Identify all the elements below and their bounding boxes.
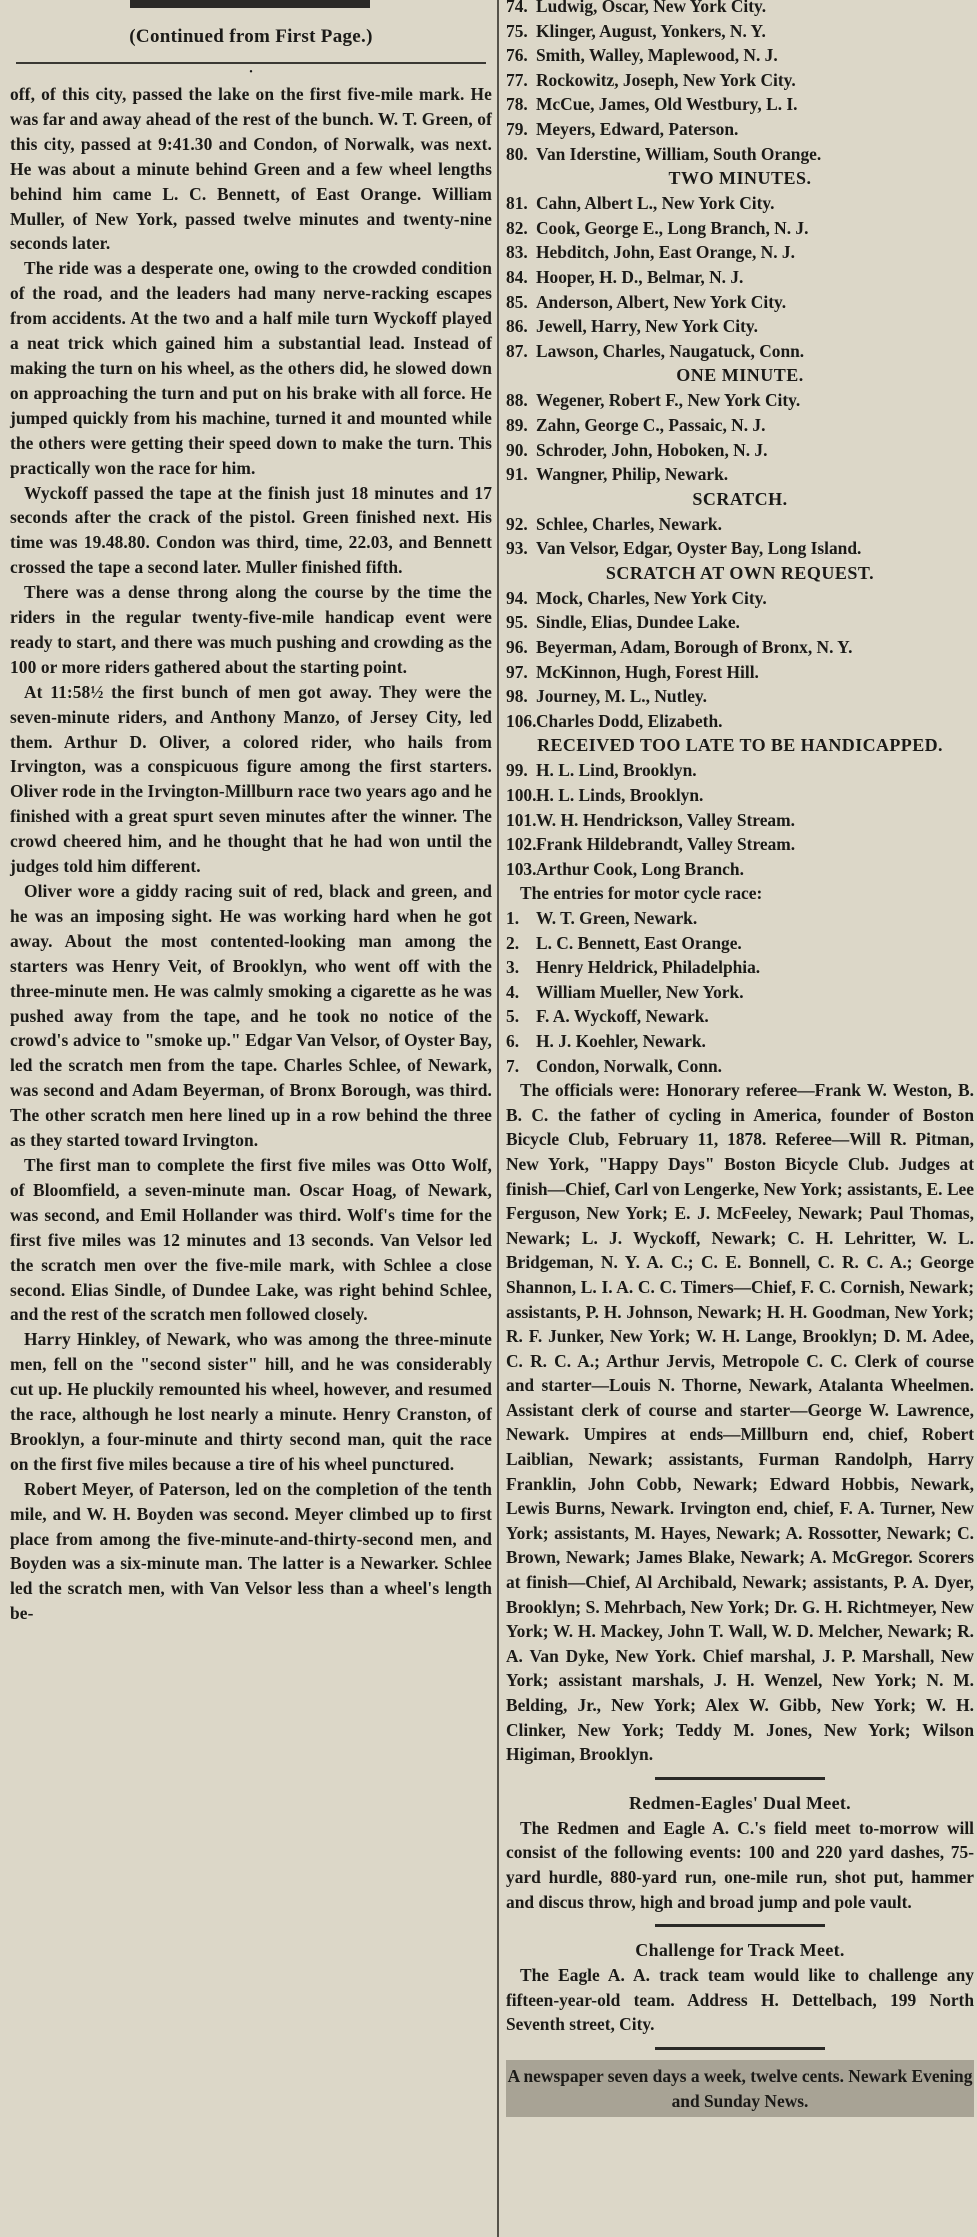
entry-row (506, 684, 974, 709)
entry-list-own-request (506, 586, 974, 734)
article-paragraph: The first man to complete the first five miles was Otto Wolf, of Bloomfield, a seven-minute man. Oscar Hoag, of Newark, was second, and Emil Hollander was third. Wolf's time for the first five miles was 12 minutes and 13 seconds. Van Velsor led the scratch men over the five-mile mark, with Schlee a close second. Elias Sindle, of Dundee Lake, was right behind Schlee, and the rest of the scratch men followed closely. (10, 1154, 492, 1325)
entry-row (506, 216, 974, 241)
entry-list-scratch (506, 512, 974, 561)
entry-row (506, 635, 974, 660)
entry-row (506, 1054, 974, 1079)
entry-name: Jewell, Harry, New York City. (536, 316, 759, 337)
column-rule (497, 0, 499, 2237)
article-paragraph: Harry Hinkley, of Newark, who was among the three-minute men, fell on the "second sister" hill, and he was considerably cut up. He pluckily remounted his wheel, however, and resumed the race, although he lost nearly a minute. Henry Cranston, of Brooklyn, a four-minute and thirty second man, quit the race on the first five miles because a tire of his wheel punctured. (10, 1329, 492, 1474)
section-heading-too-late: RECEIVED TOO LATE TO BE HANDICAPPED. (537, 735, 943, 756)
entry-number: 1. (506, 908, 520, 928)
right-column (506, 0, 974, 2117)
entry-name: Mock, Charles, New York City. (536, 587, 767, 608)
section-heading-scratch: SCRATCH. (692, 488, 788, 509)
article-paragraph: At 11:58½ the first bunch of men got away. They were the seven-minute riders, and Anthony Manzo, of Jersey City, led them. Arthur D. Oliver, a colored rider, who hails from Irvington, was a conspicuous figure among the first starters. Oliver rode in the Irvington-Millburn race two years ago and he finished with a great spurt seven minutes after the winner. The crowd cheered him, and he thought that he had won until the judges told him different. (10, 681, 492, 877)
entry-number: 92. (506, 513, 528, 534)
entry-number: 74. (506, 0, 528, 16)
entry-name: Hebditch, John, East Orange, N. J. (536, 242, 795, 263)
entry-number: 79. (506, 118, 528, 139)
section-heading-own-request: SCRATCH AT OWN REQUEST. (605, 562, 875, 583)
entry-number: 94. (506, 587, 528, 608)
entry-name: Smith, Walley, Maplewood, N. J. (536, 45, 778, 66)
heading-rule (16, 62, 486, 64)
entry-row (506, 413, 974, 438)
entry-name: Sindle, Elias, Dundee Lake. (536, 612, 740, 633)
entry-name: Hooper, H. D., Belmar, N. J. (536, 266, 744, 287)
entry-number: 84. (506, 266, 528, 287)
entry-number: 106. (506, 710, 537, 731)
entry-name: H. L. Lind, Brooklyn. (536, 760, 697, 781)
entry-row (506, 191, 974, 216)
entry-list-two-minutes (506, 191, 974, 363)
entry-row (506, 955, 974, 980)
entry-number: 89. (506, 414, 528, 435)
entry-name: Zahn, George C., Passaic, N. J. (536, 414, 766, 435)
entry-number: 4. (506, 981, 520, 1002)
entry-row (506, 265, 974, 290)
ornament-dot: • (249, 67, 253, 78)
entry-name: Wegener, Robert F., New York City. (536, 390, 801, 411)
entry-name: Cook, George E., Long Branch, N. J. (536, 217, 809, 238)
entry-number: 5. (506, 1006, 520, 1027)
entry-number: 77. (506, 69, 528, 90)
article-paragraph: Robert Meyer, of Paterson, led on the completion of the tenth mile, and W. H. Boyden was second. Meyer climbed up to first place from among the five-minute-and-thirty-second men, and Boyden was a six-minute man. The latter is a Newarker. Schlee led the scratch men, with Van Velsor less than a wheel's length be- (10, 1478, 492, 1624)
entry-number: 76. (506, 45, 528, 66)
entry-row (506, 1029, 974, 1054)
article-paragraph: Oliver wore a giddy racing suit of red, black and green, and he was an imposing sight. He was working hard when he got away. About the most contented-looking man among the starters was Henry Veit, of Brooklyn, who went off with the three-minute men. He was calmly smoking a cigarette as he was pushed away from the tape, and he took no notice of the crowd's advice to "smoke up." Edgar Van Velsor, of Oyster Bay, led the scratch men from the tape. Charles Schlee, of Newark, was second and Adam Beyerman, of Bronx Borough, was third. The other scratch men here lined up in a row behind the three as they started toward Irvington. (10, 881, 492, 1151)
entry-name: Van Iderstine, William, South Orange. (536, 143, 822, 164)
entry-row (506, 808, 974, 833)
entry-name: W. T. Green, Newark. (536, 908, 698, 928)
entry-number: 91. (506, 464, 528, 485)
entry-number: 75. (506, 20, 528, 41)
motor-entries-intro: The entries for motor cycle race: (520, 883, 763, 904)
entry-number: 83. (506, 242, 528, 263)
section-divider (655, 1924, 825, 1927)
entry-row (506, 388, 974, 413)
left-column (10, 0, 492, 1626)
entry-number: 2. (506, 932, 520, 953)
entry-number: 82. (506, 217, 528, 238)
entry-name: Frank Hildebrandt, Valley Stream. (536, 834, 796, 855)
entry-number: 7. (506, 1055, 520, 1076)
entry-name: Arthur Cook, Long Branch. (536, 858, 744, 879)
entry-number: 80. (506, 143, 528, 164)
entry-row (506, 783, 974, 808)
entry-row (506, 43, 974, 68)
entry-name: Klinger, August, Yonkers, N. Y. (536, 20, 766, 41)
entry-name: H. L. Linds, Brooklyn. (536, 785, 704, 806)
entry-number: 103. (506, 858, 537, 879)
entry-number: 93. (506, 538, 528, 559)
entry-name: Schroder, John, Hoboken, N. J. (536, 439, 768, 460)
entry-row (506, 462, 974, 487)
entry-name: Meyers, Edward, Paterson. (536, 118, 739, 139)
entry-number: 97. (506, 661, 528, 682)
entry-row (506, 240, 974, 265)
entry-row (506, 19, 974, 44)
redmen-body: The Redmen and Eagle A. C.'s field meet to-morrow will consist of the following events: 100 and 220 yard dashes, 75-yard hurdle, 880-yard run, one-mile run, shot put, hammer and discus throw, high and broad jump and pole vault. (506, 1817, 974, 1912)
entry-name: Condon, Norwalk, Conn. (536, 1055, 723, 1076)
entry-name: Rockowitz, Joseph, New York City. (536, 69, 796, 90)
entry-name: Journey, M. L., Nutley. (536, 686, 708, 707)
entry-row (506, 290, 974, 315)
entry-name: H. J. Koehler, Newark. (536, 1030, 706, 1051)
entry-row (506, 832, 974, 857)
entry-row (506, 314, 974, 339)
entry-number: 101. (506, 809, 537, 830)
entry-row (506, 709, 974, 734)
entry-list-top (506, 0, 974, 166)
entry-number: 6. (506, 1030, 520, 1051)
entry-name: Lawson, Charles, Naugatuck, Conn. (536, 340, 805, 361)
article-paragraph: The ride was a desperate one, owing to the crowded condition of the road, and the leaders had many nerve-racking escapes from accidents. At the two and a half mile turn Wyckoff played a neat trick which gained him a substantial lead. Instead of making the turn on his wheel, as the others did, he slowed down on approaching the turn and put on his brake with all force. He jumped quickly from his machine, turned it and mounted while the others were getting their speed down to make the turn. This practically won the race for him. (10, 258, 492, 478)
section-heading-two-minutes: TWO MINUTES. (668, 168, 812, 189)
entry-row (506, 857, 974, 882)
entry-row (506, 438, 974, 463)
entry-name: Schlee, Charles, Newark. (536, 513, 722, 534)
entry-row (506, 339, 974, 364)
top-rule (130, 0, 370, 8)
entry-number: 96. (506, 637, 528, 658)
entry-list-motor (506, 906, 974, 1078)
entry-name: Anderson, Albert, New York City. (536, 291, 787, 312)
entry-row (506, 68, 974, 93)
entry-row (506, 586, 974, 611)
entry-row (506, 512, 974, 537)
entry-row (506, 1004, 974, 1029)
newspaper-promo: A newspaper seven days a week, twelve cents. Newark Evening and Sunday News. (506, 2060, 974, 2117)
entry-name: Charles Dodd, Elizabeth. (536, 710, 723, 731)
entry-name: McCue, James, Old Westbury, L. I. (536, 94, 798, 115)
entry-row (506, 660, 974, 685)
entry-row (506, 931, 974, 956)
entry-row (506, 980, 974, 1005)
entry-row (506, 92, 974, 117)
entry-name: William Mueller, New York. (536, 981, 744, 1002)
article-paragraph: There was a dense throng along the course by the time the riders in the regular twenty-five-mile handicap event were ready to start, and there was much pushing and crowding as the 100 or more riders gathered about the starting point. (10, 582, 492, 677)
section-divider (655, 1777, 825, 1780)
entry-name: Wangner, Philip, Newark. (536, 464, 729, 485)
officials-paragraph: The officials were: Honorary referee—Frank W. Weston, B. B. C. the father of cycling in America, founder of Boston Bicycle Club, February 11, 1878. Referee—Will R. Pitman, New York, "Happy Days" Boston Bicycle Club. Judges at finish—Chief, Carl von Lengerke, New York; assistants, E. Lee Ferguson, New York; E. J. McFeeley, Newark; Paul Thomas, Newark; L. J. Wyckoff, Newark; C. H. Lehritter, W. L. Bridgeman, N. Y. A. C.; C. E. Bonnell, C. R. C. A.; George Shannon, L. I. A. C. C. Timers—Chief, F. C. Cornish, Newark; assistants, P. H. Johnson, Newark; H. H. Goodman, New York; R. F. Junker, New York; W. H. Lange, Brooklyn; D. M. Adee, C. R. C. A.; Arthur Jervis, Metropole C. C. Clerk of course and starter—Louis N. Thorne, Newark, Atalanta Wheelmen. Assistant clerk of course and starter—George W. Lawrence, Newark. Umpires at ends—Millburn end, chief, Robert Laiblian, Newark; assistants, Furman Randolph, Harry Franklin, John Cobb, Newark; Edward Hobbis, Newark, Lewis Burns, Newark. Irvington end, chief, F. A. Turner, New York; assistants, M. Hayes, Newark; A. Rossotter, Newark; C. Brown, Newark; James Blake, Newark; A. McGregor. Scorers at finish—Chief, Al Archibald, Newark; assistants, P. A. Dyer, Brooklyn; S. Mehrbach, New York; Dr. G. H. Richtmeyer, New York; W. H. Mackey, John T. Wall, W. D. Melcher, Newark; R. A. Van Dyke, New York. Chief marshal, J. P. Marshall, New York; assistant marshals, J. H. Wenzel, New York; N. M. Belding, Jr., New York; Alex W. Gibb, New York; W. H. Clinker, New York; Teddy M. Jones, New York; Wilson Higiman, Brooklyn. (506, 1080, 974, 1765)
entry-name: Beyerman, Adam, Borough of Bronx, N. Y. (536, 637, 853, 658)
entry-number: 98. (506, 686, 528, 707)
entry-name: McKinnon, Hugh, Forest Hill. (536, 661, 759, 682)
entry-name: L. C. Bennett, East Orange. (536, 932, 742, 953)
entry-name: Cahn, Albert L., New York City. (536, 193, 775, 214)
challenge-headline: Challenge for Track Meet. (635, 1940, 845, 1961)
entry-row (506, 610, 974, 635)
continued-note: (Continued from First Page.) (129, 26, 373, 47)
entry-number: 99. (506, 760, 528, 781)
entry-name: Henry Heldrick, Philadelphia. (536, 957, 761, 978)
entry-number: 78. (506, 94, 528, 115)
entry-row (506, 117, 974, 142)
entry-row (506, 0, 974, 19)
section-divider (655, 2047, 825, 2050)
entry-row (506, 906, 974, 931)
entry-name: Ludwig, Oscar, New York City. (536, 0, 767, 16)
entry-number: 87. (506, 340, 528, 361)
entry-number: 100. (506, 785, 537, 806)
entry-row (506, 758, 974, 783)
entry-list-too-late (506, 758, 974, 881)
entry-name: Van Velsor, Edgar, Oyster Bay, Long Island. (536, 538, 862, 559)
challenge-body: The Eagle A. A. track team would like to challenge any fifteen-year-old team. Address H. Dettelbach, 199 North Seventh street, City. (506, 1965, 974, 2035)
redmen-headline: Redmen-Eagles' Dual Meet. (629, 1792, 851, 1813)
entry-row (506, 536, 974, 561)
entry-number: 95. (506, 612, 528, 633)
entry-list-one-minute (506, 388, 974, 486)
entry-name: F. A. Wyckoff, Newark. (536, 1006, 709, 1027)
article-paragraph: Wyckoff passed the tape at the finish just 18 minutes and 17 seconds after the crack of the pistol. Green finished next. His time was 19.48.80. Condon was third, time, 22.03, and Bennett crossed the tape a second later. Muller finished fifth. (10, 482, 492, 578)
section-heading-one-minute: ONE MINUTE. (676, 365, 804, 386)
entry-number: 86. (506, 316, 528, 337)
entry-number: 85. (506, 291, 528, 312)
entry-name: W. H. Hendrickson, Valley Stream. (536, 809, 795, 830)
entry-number: 81. (506, 193, 528, 214)
entry-number: 3. (506, 957, 520, 978)
entry-number: 102. (506, 834, 537, 855)
entry-row (506, 142, 974, 167)
entry-number: 88. (506, 390, 528, 411)
entry-number: 90. (506, 439, 528, 460)
article-paragraph: off, of this city, passed the lake on the first five-mile mark. He was far and away ahead of the rest of the bunch. W. T. Green, of this city, passed at 9:41.30 and Condon, of Norwalk, was next. He was about a minute behind Green and a few wheel lengths behind him came L. C. Bennett, of East Orange. William Muller, of New York, passed twelve minutes and twenty-nine seconds later. (10, 84, 492, 254)
